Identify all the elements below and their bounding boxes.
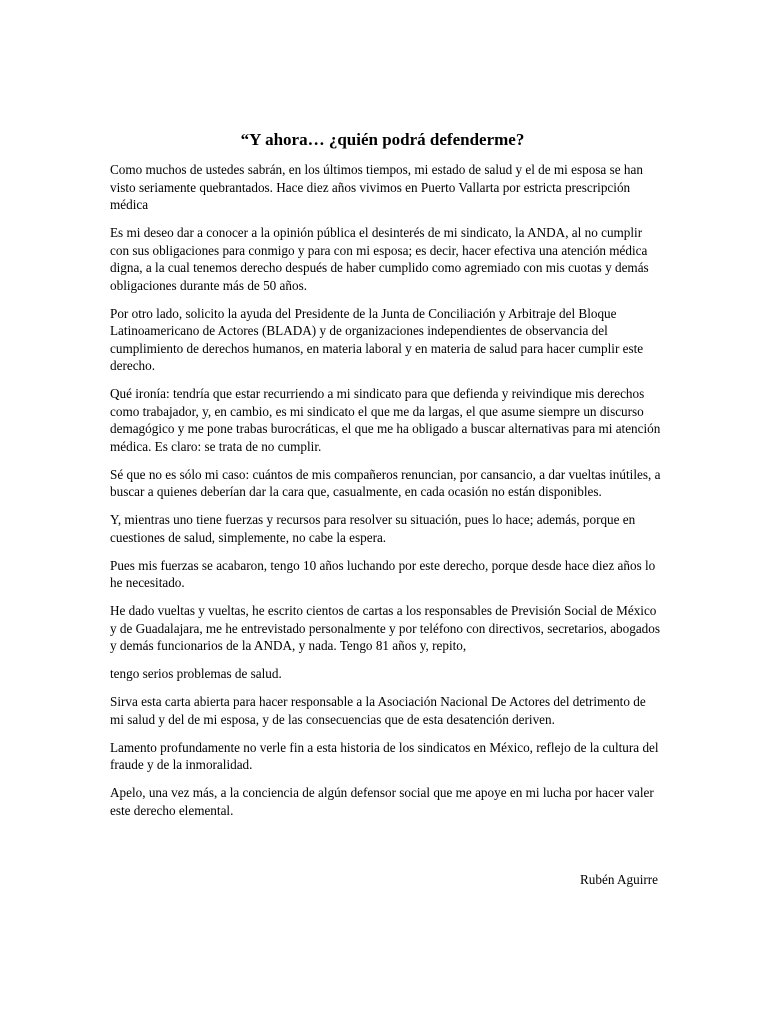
paragraph: Qué ironía: tendría que estar recurriendo a mi sindicato para que defienda y reivindique mis derechos como trabajador, y, en cambio, es mi sindicato el que me da largas, el que asume siempre un discurso demagógico y me pone trabas burocráticas, el que me ha obligado a buscar alternativas para mi atención médica. Es claro: se trata de no cumplir. xyxy=(110,386,661,454)
signature: Rubén Aguirre xyxy=(579,872,658,887)
paragraph: Pues mis fuerzas se acabaron, tengo 10 años luchando por este derecho, porque desde hace diez años lo he necesitado. xyxy=(110,557,656,590)
paragraph: tengo serios problemas de salud. xyxy=(110,666,282,681)
paragraph: Como muchos de ustedes sabrán, en los últimos tiempos, mi estado de salud y el de mi esposa se han visto seriamente quebrantados. Hace diez años vivimos en Puerto Vallarta por estricta prescripción médica xyxy=(110,162,643,212)
letter-title: “Y ahora… ¿quién podrá defenderme? xyxy=(240,130,525,149)
paragraph: Y, mientras uno tiene fuerzas y recursos para resolver su situación, pues lo hace; además, porque en cuestiones de salud, simplemente, no cabe la espera. xyxy=(110,512,636,545)
paragraph: Lamento profundamente no verle fin a esta historia de los sindicatos en México, reflejo de la cultura del fraude y de la inmoralidad. xyxy=(110,739,659,772)
letter-body xyxy=(110,161,662,830)
paragraph: Sirva esta carta abierta para hacer responsable a la Asociación Nacional De Actores del detrimento de mi salud y del de mi esposa, y de las consecuencias que de esta desatención deriven. xyxy=(110,694,646,727)
paragraph: Sé que no es sólo mi caso: cuántos de mis compañeros renuncian, por cansancio, a dar vueltas inútiles, a buscar a quienes deberían dar la cara que, casualmente, en cada ocasión no están disponibles. xyxy=(110,466,661,499)
paragraph: He dado vueltas y vueltas, he escrito cientos de cartas a los responsables de Previsión Social de México y de Guadalajara, me he entrevistado personalmente y por teléfono con directivos, secretarios, abogados y demás funcionarios de la ANDA, y nada. Tengo 81 años y, repito, xyxy=(110,603,661,653)
paragraph: Es mi deseo dar a conocer a la opinión pública el desinterés de mi sindicato, la ANDA, al no cumplir con sus obligaciones para conmigo y para con mi esposa; es decir, hacer efectiva una atención médica digna, a la cual tenemos derecho después de haber cumplido como agremiado con mis cuotas y demás obligaciones durante más de 50 años. xyxy=(110,225,649,293)
paragraph: Por otro lado, solicito la ayuda del Presidente de la Junta de Conciliación y Arbitraje del Bloque Latinoamericano de Actores (BLADA) y de organizaciones independientes de observancia del cumplimiento de derechos humanos, en materia laboral y en materia de salud para hacer cumplir este derecho. xyxy=(110,305,644,373)
paragraph: Apelo, una vez más, a la conciencia de algún defensor social que me apoye en mi lucha por hacer valer este derecho elemental. xyxy=(110,785,654,818)
